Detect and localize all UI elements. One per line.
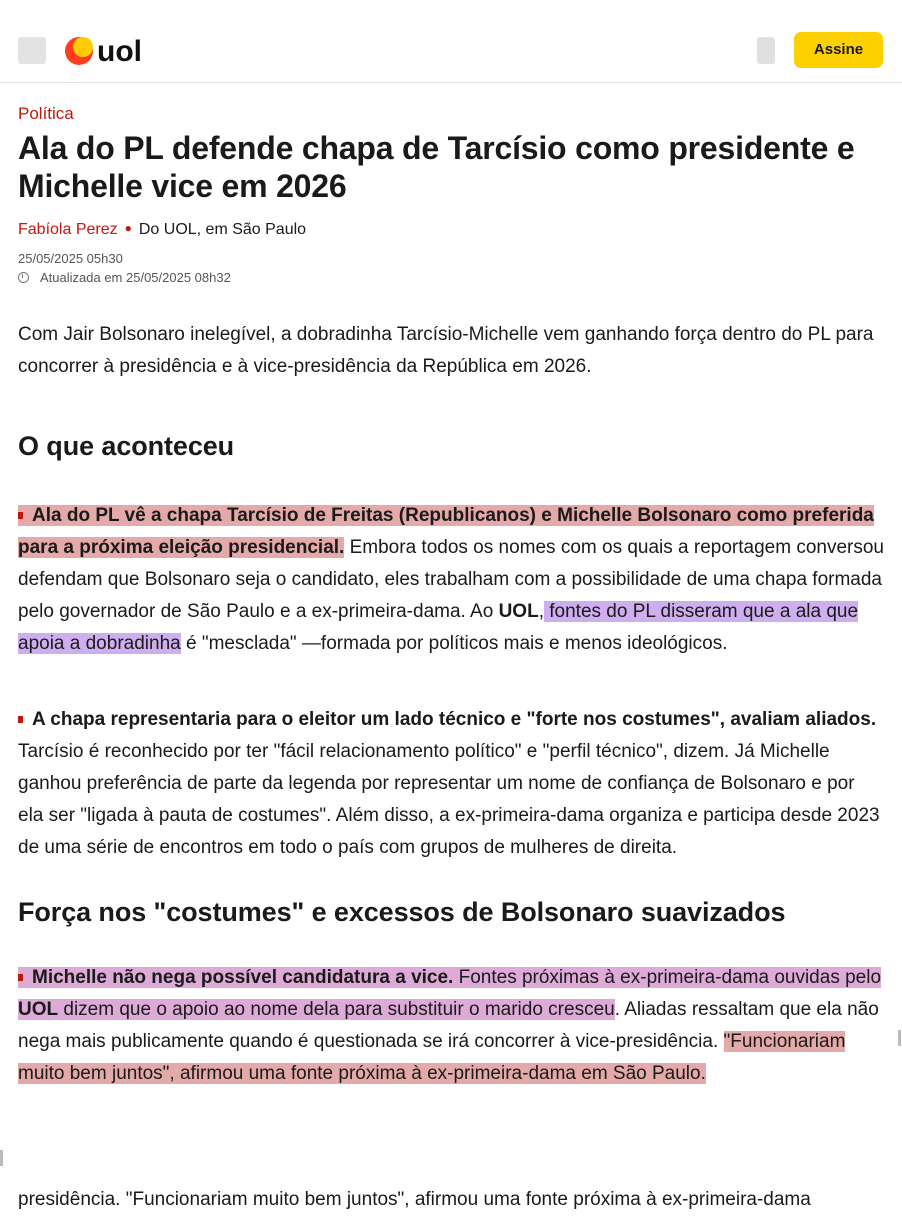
highlight-quote: "Funcionariam muito bem juntos", afirmou uma fonte próxima à ex-primeira-dama em São Paulo. bbox=[18, 1031, 846, 1084]
page-title: Ala do PL defende chapa de Tarcísio como presidente e Michelle vice em 2026 bbox=[18, 130, 855, 204]
article bbox=[18, 96, 884, 1090]
scroll-indicator bbox=[898, 1030, 901, 1046]
bullet-icon bbox=[18, 716, 23, 723]
paragraph-3: Michelle não nega possível candidatura a vice. Fontes próximas à ex-primeira-dama ouvidas pelo UOL dizem que o apoio ao nome dela para substituir o marido cresceu. Aliadas ressaltam que ela não nega mais publicamente quando é questionada se irá concorrer à vice-presidência. "Funcionariam muito bem juntos", afirmou uma fonte próxima à ex-primeira-dama em São Paulo. bbox=[18, 967, 882, 1084]
updated-text: Atualizada em 25/05/2025 08h32 bbox=[40, 270, 231, 285]
uol-logo[interactable] bbox=[64, 32, 154, 68]
search-button[interactable] bbox=[757, 37, 775, 64]
author-link[interactable]: Fabíola Perez bbox=[18, 221, 118, 238]
bullet-icon bbox=[18, 974, 23, 981]
clock-icon bbox=[18, 272, 29, 283]
byline-source: Do UOL, em São Paulo bbox=[138, 221, 307, 238]
section-label[interactable]: Política bbox=[18, 104, 74, 123]
site-header bbox=[0, 0, 902, 83]
published-date: 25/05/2025 05h30 bbox=[18, 251, 123, 266]
intro-paragraph: Com Jair Bolsonaro inelegível, a dobradinha Tarcísio-Michelle vem ganhando força dentro do PL para concorrer à presidência e à vice-presidência da República em 2026. bbox=[18, 324, 874, 377]
subheading-costumes: Força nos "costumes" e excessos de Bolsonaro suavizados bbox=[18, 897, 786, 927]
bullet-icon bbox=[18, 512, 23, 519]
subscribe-button[interactable]: Assine bbox=[794, 32, 883, 68]
paragraph-2: A chapa representaria para o eleitor um lado técnico e "forte nos costumes", avaliam aliados. Tarcísio é reconhecido por ter "fácil relacionamento político" e "perfil técnico", dizem. Já Michelle ganhou preferência de parte da legenda por representar um nome de confiança de Bolsonaro e por ela ser "ligada à pauta de costumes". Além disso, a ex-primeira-dama organiza e participa desde 2023 de uma série de encontros em todo o país com grupos de mulheres de direita. bbox=[18, 709, 880, 858]
highlight-lead-1: Ala do PL vê a chapa Tarcísio de Freitas (Republicanos) e Michelle Bolsonaro como preferida para a próxima eleição presidencial. bbox=[18, 505, 874, 558]
highlight-michelle: Michelle não nega possível candidatura a vice. Fontes próximas à ex-primeira-dama ouvidas pelo UOL dizem que o apoio ao nome dela para substituir o marido cresceu bbox=[18, 967, 882, 1020]
cut-off-line: presidência. "Funcionariam muito bem juntos", afirmou uma fonte próxima à ex-primeira-dama bbox=[18, 1189, 811, 1210]
paragraph-1: Ala do PL vê a chapa Tarcísio de Freitas (Republicanos) e Michelle Bolsonaro como preferida para a próxima eleição presidencial. Embora todos os nomes com os quais a reportagem conversou defendam que Bolsonaro seja o candidato, eles trabalham com a possibilidade de uma chapa formada pelo governador de São Paulo e a ex-primeira-dama. Ao UOL, fontes do PL disseram que a ala que apoia a dobradinha é "mesclada" —formada por políticos mais e menos ideológicos. bbox=[18, 505, 884, 654]
byline bbox=[18, 221, 884, 239]
svg-text:uol: uol bbox=[97, 35, 142, 68]
updated-date bbox=[18, 270, 884, 285]
highlight-sources: fontes do PL disseram que a ala que apoia a dobradinha bbox=[18, 601, 859, 654]
subheading-what-happened: O que aconteceu bbox=[18, 431, 235, 461]
byline-separator-icon: ● bbox=[124, 221, 132, 235]
menu-button[interactable] bbox=[18, 37, 46, 64]
scroll-indicator-left bbox=[0, 1150, 3, 1166]
